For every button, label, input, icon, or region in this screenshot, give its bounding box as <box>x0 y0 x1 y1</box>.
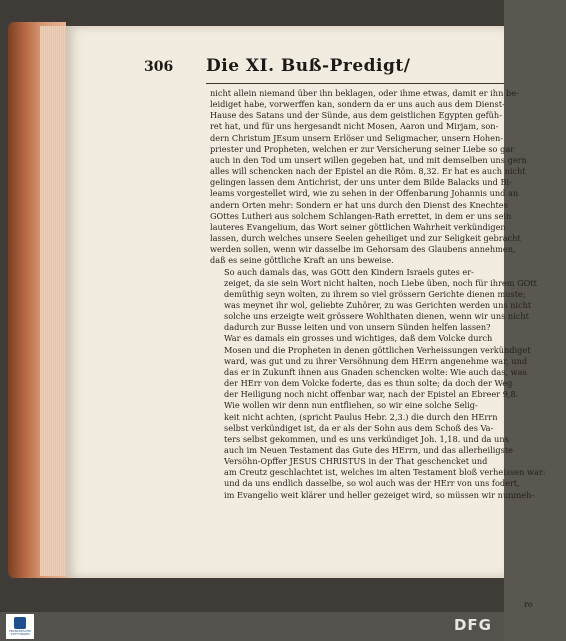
book-page <box>66 26 546 609</box>
catchword: ro <box>524 600 533 609</box>
text-line: War es damals ein grosses und wichtiges, daß dem Volcke durch <box>224 333 493 344</box>
logo-caption: FRANCKESCHE STIFTUNGEN <box>8 629 32 636</box>
text-line: der Heiligung noch nicht offenbar war, nach der Epistel an Ebreer 9,8. <box>224 389 519 400</box>
text-line: Versöhn-Opffer JESUS CHRISTUS in der That geschencket und <box>224 456 488 467</box>
text-line: der HErr von dem Volcke foderte, das es thun solte; da doch der Weg <box>224 378 513 389</box>
text-line: ward, was gut und zu ihrer Versöhnung dem HErrn angenehme war, und <box>224 355 528 366</box>
dfg-logo[interactable]: DFG <box>453 616 492 634</box>
text-line: das er in Zukunft ihnen aus Gnaden schencken wolte: Wie auch das, was <box>224 366 527 377</box>
text-line: selbst verkündiget ist, da er als der Sohn aus dem Schoß des Va- <box>224 422 494 433</box>
text-line: ret hat, und für uns hergesandt nicht Mosen, Aaron und Mirjam, son- <box>210 121 499 132</box>
text-line: solche uns erzeigte weit grössere Wohlthaten dienen, wenn wir uns nicht <box>224 311 529 322</box>
logo-icon <box>14 617 26 629</box>
text-line: gelingen lassen dem Antichrist, der uns unter dem Bilde Balacks und Bi- <box>210 177 512 188</box>
text-line: demüthig seyn wolten, zu ihrem so viel grössern Gerichte dienen muste; <box>224 288 526 299</box>
text-line: Wie wollen wir denn nun entfliehen, so wir eine solche Selig- <box>224 400 478 411</box>
text-line: priester und Propheten, welchen er zur Versicherung seiner Liebe so gar <box>210 143 515 154</box>
page-number: 306 <box>144 59 174 75</box>
running-title: Die XI. Buß-Predigt/ <box>206 56 411 76</box>
text-line: auch im Neuen Testament das Gute des HErrn, und das allerheiligste <box>224 445 513 455</box>
text-line: werden sollen, wenn wir dasselbe im Gehorsam des Glaubens annehmen, <box>210 244 516 255</box>
text-line: leidiget habe, vorwerffen kan, sondern da er uns auch aus dem Dienst- <box>210 99 505 110</box>
paragraph-2 <box>210 267 566 334</box>
text-line: und da uns endlich dasselbe, so wol auch was der HErr von uns fodert, <box>224 478 520 489</box>
paragraph-1 <box>210 88 566 267</box>
text-line: auch in den Tod um unsert willen gegeben hat, und mit demselben uns gern <box>210 154 527 165</box>
text-line: zeiget, da sie sein Wort nicht halten, noch Liebe üben, noch für ihrem GOtt <box>224 277 537 288</box>
text-line: nicht allein niemand über ihn beklagen, oder ihme etwas, damit er ihn be- <box>210 88 519 98</box>
paragraph-3 <box>210 333 566 500</box>
text-line: daß es seine göttliche Kraft an uns beweise. <box>210 255 394 266</box>
text-line: Hause des Satans und der Sünde, aus dem geistlichen Egypten gefüh- <box>210 110 502 121</box>
text-line: am Creutz geschlachtet ist, welches im alten Testament bloß verheissen war: <box>224 467 546 478</box>
text-line: alles will schencken nach der Epistel an die Röm. 8,32. Er hat es auch nicht <box>210 166 526 177</box>
text-line: leams vorgestellet wird, wie zu sehen in der Offenbarung Johannis und an <box>210 188 519 199</box>
text-line: andern Orten mehr: Sondern er hat uns durch den Dienst des Knechtes <box>210 199 508 210</box>
page-header <box>144 56 504 76</box>
viewer-footer <box>0 612 504 641</box>
header-rule <box>206 83 504 84</box>
text-line: dern Christum JEsum unsern Erlöser und Seligmacher, unsern Hohen- <box>210 132 504 143</box>
text-line: So auch damals das, was GOtt den Kindern Israels gutes er- <box>224 266 474 277</box>
text-line: ters selbst gekommen, und es uns verkündiget Joh. 1,18. und da uns <box>224 433 509 444</box>
text-line: lassen, durch welches unsere Seelen geheiliget und zur Seligkeit gebracht <box>210 233 521 244</box>
institution-logo[interactable] <box>6 614 34 639</box>
text-line: Mosen und die Propheten in denen göttlichen Verheissungen verkündiget <box>224 344 531 355</box>
text-line: GOttes Lutheri aus solchem Schlangen-Rath errettet, in dem er uns sein <box>210 210 512 221</box>
text-line: dadurch zur Busse leiten und von unsern Sünden helfen lassen? <box>224 322 491 333</box>
text-line: im Evangelio weit klärer und heller gezeiget wird, so müssen wir nunmeh- <box>224 489 535 500</box>
body-text <box>210 88 566 501</box>
text-line: keit nicht achten, (spricht Paulus Hebr. 2,3.) die durch den HErrn <box>224 411 498 422</box>
text-line: was meynet ihr wol, geliebte Zuhörer, zu was Gerichten werden uns nicht <box>224 299 532 310</box>
text-line: lauteres Evangelium, das Wort seiner göttlichen Wahrheit verkündigen <box>210 221 506 232</box>
